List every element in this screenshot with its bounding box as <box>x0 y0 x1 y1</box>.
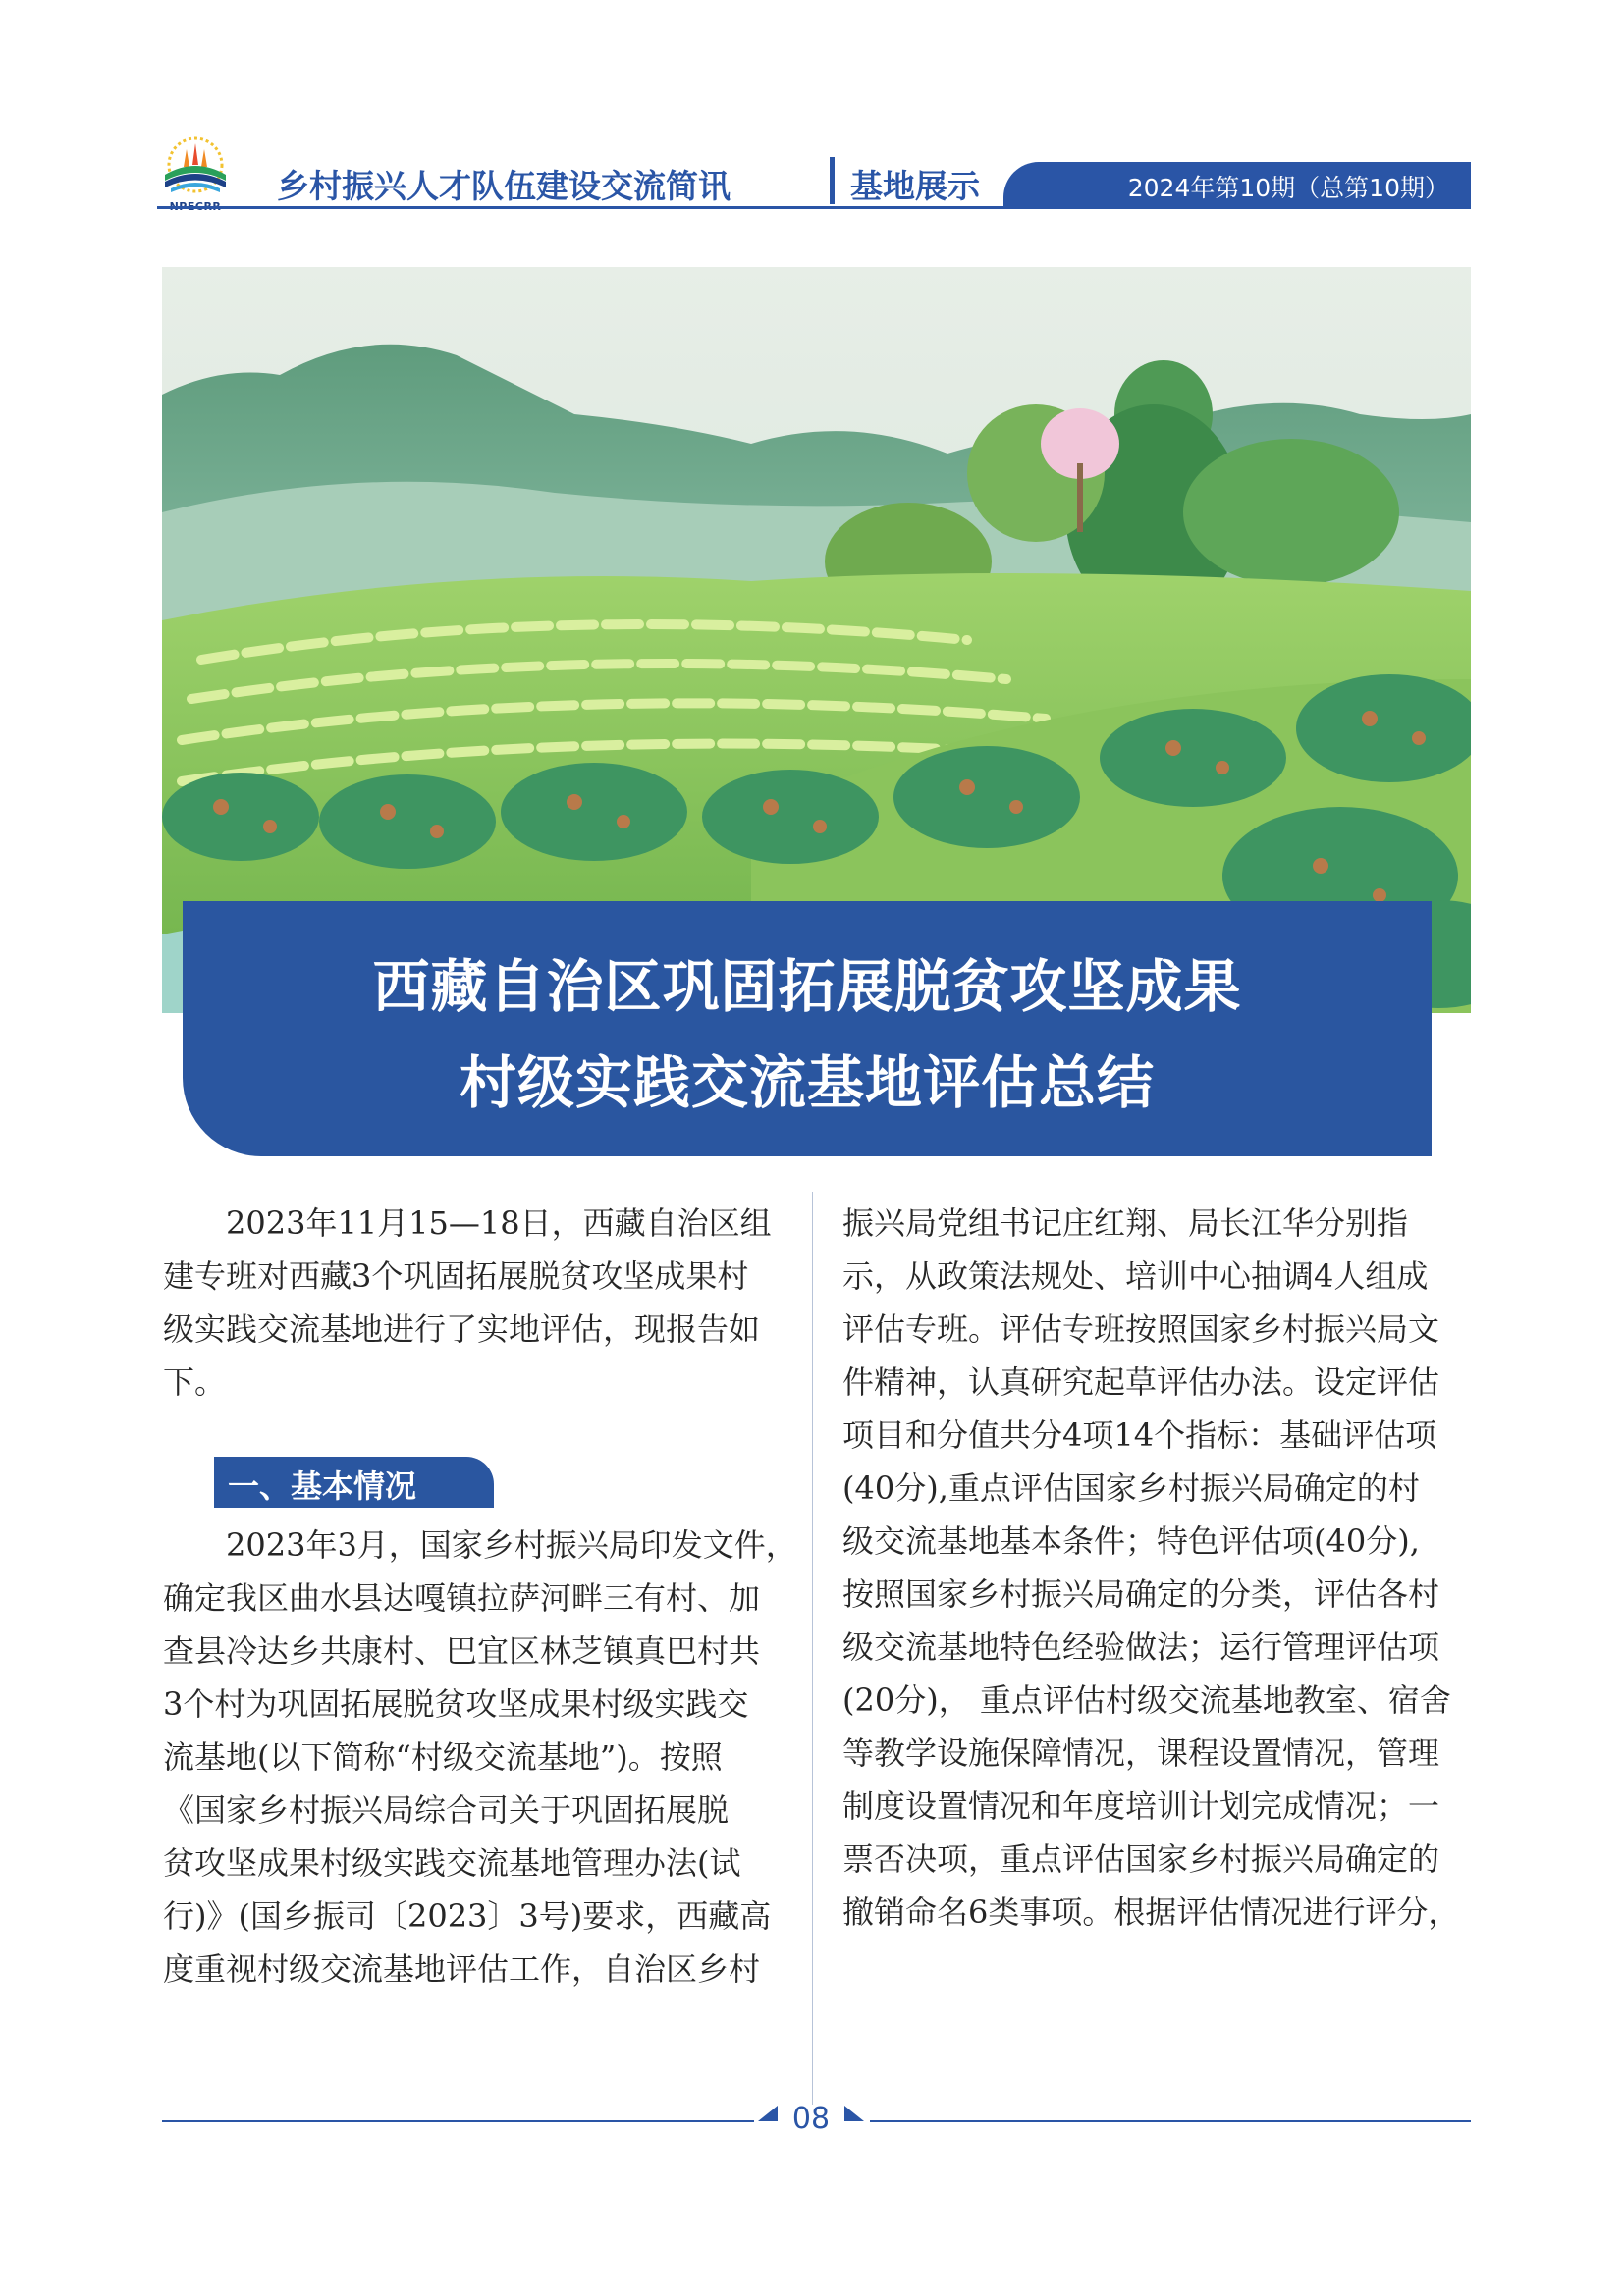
body-line: 下。 <box>163 1363 227 1401</box>
body-line: 行)》(国乡振司〔2023〕3号)要求，西藏高 <box>163 1897 772 1935</box>
issue-number: 2024年第10期（总第10期） <box>1127 174 1449 202</box>
body-line: 级实践交流基地进行了实地评估，现报告如 <box>163 1310 761 1348</box>
footer-rule-right <box>870 2120 1471 2122</box>
body-line: 3个村为巩固拓展脱贫攻坚成果村级实践交 <box>163 1685 749 1723</box>
body-line: 件精神，认真研究起草评估办法。设定评估 <box>842 1363 1440 1401</box>
body-line: 查县冷达乡共康村、巴宜区林芝镇真巴村共 <box>163 1632 761 1670</box>
page-number: 08 <box>791 2102 831 2136</box>
footer-rule-left <box>162 2120 754 2122</box>
body-line: 确定我区曲水县达嘎镇拉萨河畔三有村、加 <box>163 1579 761 1617</box>
body-line: 建专班对西藏3个巩固拓展脱贫攻坚成果村 <box>163 1257 749 1295</box>
body-line: 度重视村级交流基地评估工作，自治区乡村 <box>163 1950 761 1988</box>
body-line: 等教学设施保障情况，课程设置情况，管理 <box>842 1735 1440 1772</box>
article-title-line-1: 西藏自治区巩固拓展脱贫攻坚成果 <box>372 953 1242 1020</box>
body-line: 制度设置情况和年度培训计划完成情况；一 <box>842 1788 1440 1825</box>
issue-tab <box>1003 162 1471 207</box>
body-line: 2023年11月15—18日，西藏自治区组 <box>226 1204 772 1242</box>
body-line: 示，从政策法规处、培训中心抽调4人组成 <box>842 1257 1429 1295</box>
body-line: 按照国家乡村振兴局确定的分类，评估各村 <box>842 1575 1440 1613</box>
body-line: 级交流基地特色经验做法；运行管理评估项 <box>842 1629 1440 1666</box>
article-title-line-2: 村级实践交流基地评估总结 <box>459 1049 1155 1116</box>
body-line: 《国家乡村振兴局综合司关于巩固拓展脱 <box>163 1791 730 1829</box>
article-title-card <box>183 901 1432 1156</box>
logo-emblem-icon <box>157 135 234 200</box>
body-line: (40分),重点评估国家乡村振兴局确定的村 <box>842 1469 1420 1507</box>
body-line: 票否决项，重点评估国家乡村振兴局确定的 <box>842 1841 1440 1878</box>
body-line: 贫攻坚成果村级实践交流基地管理办法(试 <box>163 1844 741 1882</box>
publication-title: 乡村振兴人才队伍建设交流简讯 <box>277 167 731 205</box>
masthead-separator <box>830 157 835 204</box>
body-line: 项目和分值共分4项14个指标：基础评估项 <box>842 1416 1437 1454</box>
section-label: 基地展示 <box>850 167 980 205</box>
header-rule <box>157 206 1471 209</box>
body-line: 2023年3月，国家乡村振兴局印发文件， <box>226 1526 797 1564</box>
section-heading-text: 一、基本情况 <box>228 1468 417 1505</box>
column-divider <box>812 1192 813 2105</box>
body-line: 撤销命名6类事项。根据评估情况进行评分， <box>842 1894 1460 1931</box>
body-line: 评估专班。评估专班按照国家乡村振兴局文 <box>842 1310 1440 1348</box>
body-line: 级交流基地基本条件；特色评估项(40分), <box>842 1522 1420 1560</box>
page-number-badge <box>756 2102 866 2141</box>
body-line: 振兴局党组书记庄红翔、局长江华分别指 <box>842 1204 1409 1242</box>
npecrr-logo <box>157 135 234 230</box>
section-heading <box>214 1457 494 1508</box>
body-line: 流基地(以下简称“村级交流基地”)。按照 <box>163 1738 723 1776</box>
body-line: (20分)， 重点评估村级交流基地教室、宿舍 <box>842 1682 1451 1719</box>
